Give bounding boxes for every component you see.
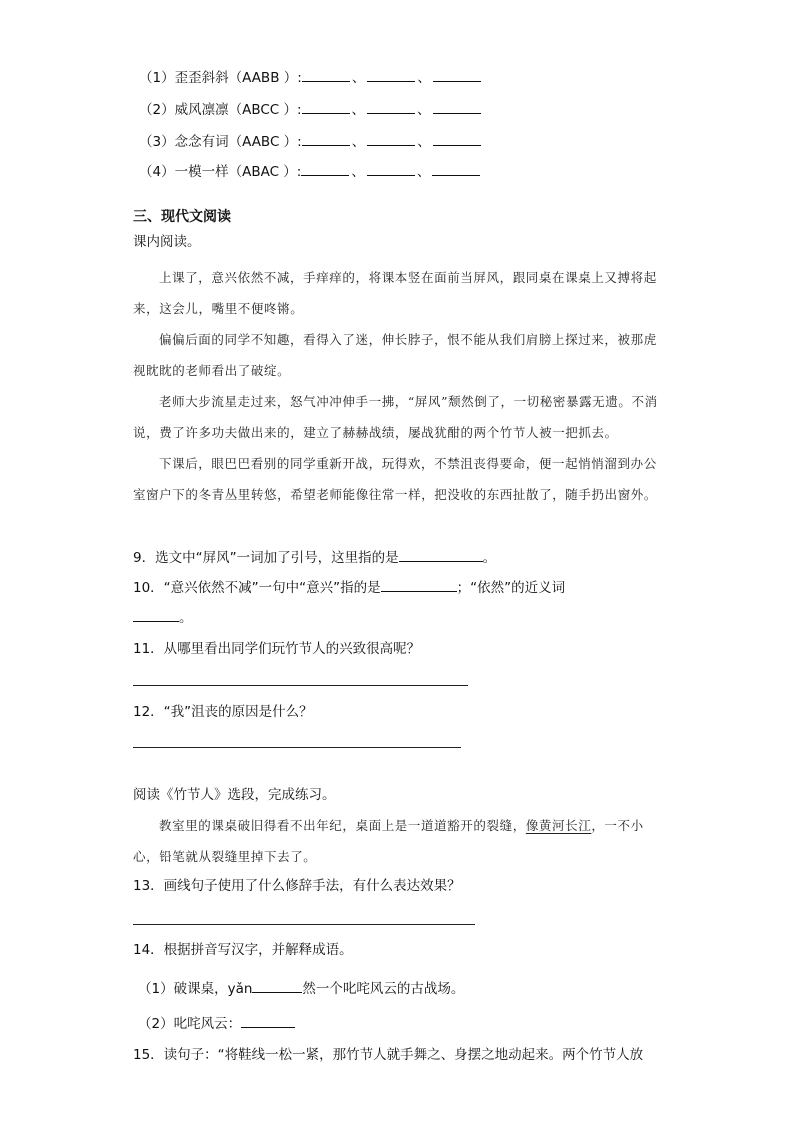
answer-blank[interactable]	[302, 131, 350, 146]
fill-item: （1）歪歪斜斜（AABB ）: 、 、	[139, 67, 481, 88]
underlined-sentence: 像黄河长江	[525, 818, 592, 833]
passage-paragraph: 下课后，眼巴巴看别的同学重新开战，玩得欢，不禁沮丧得要命，便一起悄悄溜到办公室窗户下的冬青丛里转悠，希望老师能像往常一样，把没收的东西扯散了，随手扔出窗外。	[133, 456, 658, 502]
answer-blank[interactable]	[367, 67, 415, 82]
answer-blank[interactable]	[367, 131, 415, 146]
fill-item-label: （3）念念有词（AABC ）:	[139, 134, 302, 150]
answer-blank[interactable]	[302, 99, 350, 114]
answer-blank[interactable]	[433, 99, 481, 114]
question-14-2: （2）叱咤风云：	[138, 1013, 295, 1034]
question-14: 14．根据拼音写汉字，并解释成语。	[133, 942, 353, 958]
fill-item-label: （4）一模一样（ABAC ）:	[139, 164, 302, 180]
question-10-continued: 。	[133, 607, 193, 628]
section-title: 三、现代文阅读	[133, 209, 231, 225]
question-13: 13．画线句子使用了什么修辞手法，有什么表达效果？	[133, 878, 461, 894]
fill-item: （3）念念有词（AABC ）: 、 、	[139, 131, 481, 152]
answer-blank[interactable]	[301, 161, 349, 176]
passage-paragraph: 上课了，意兴依然不减，手痒痒的，将课本竖在面前当屏风，跟同桌在课桌上又搏将起来，这会儿，嘴里不便咚锵。	[133, 270, 657, 316]
fill-item-label: （2）威风凛凛（ABCC ）:	[139, 102, 302, 118]
reading-passage	[133, 262, 665, 510]
passage-paragraph: 老师大步流星走过来，怒气冲冲伸手一拂，“屏风”颓然倒了，一切秘密暴露无遗。不消说，费了许多功夫做出来的，建立了赫赫战绩，屡战犹酣的两个竹节人被一把抓去。	[133, 394, 658, 440]
answer-blank[interactable]	[433, 67, 481, 82]
answer-blank[interactable]	[367, 161, 415, 176]
question-10: 10．“意兴依然不减”一句中“意兴”指的是 ；“依然”的近义词	[133, 577, 565, 598]
answer-blank[interactable]	[133, 607, 179, 622]
answer-line[interactable]	[133, 924, 475, 925]
fill-item: （4）一模一样（ABAC ）: 、 、	[139, 161, 480, 182]
reading-intro: 课内阅读。	[133, 234, 201, 250]
answer-blank[interactable]	[367, 99, 415, 114]
answer-line[interactable]	[133, 747, 461, 748]
answer-line[interactable]	[133, 685, 468, 686]
question-12: 12．“我”沮丧的原因是什么？	[133, 704, 313, 720]
fill-item: （2）威风凛凛（ABCC ）: 、 、	[139, 99, 481, 120]
question-9: 9．选文中“屏风”一词加了引号，这里指的是 。	[133, 547, 496, 568]
passage-paragraph: 偏偏后面的同学不知趣，看得入了迷，伸长脖子，恨不能从我们肩膀上探过来，被那虎视眈眈的老师看出了破绽。	[133, 332, 657, 378]
question-15: 15．读句子：“将鞋线一松一紧，那竹节人就手舞之、身摆之地动起来。两个竹节人放	[133, 1047, 644, 1063]
question-14-1: （1）破课桌，yǎn 然一个叱咤风云的古战场。	[138, 978, 464, 999]
answer-blank[interactable]	[381, 577, 457, 592]
answer-blank[interactable]	[399, 547, 483, 562]
answer-blank[interactable]	[432, 161, 480, 176]
answer-blank[interactable]	[241, 1013, 295, 1028]
reading-intro: 阅读《竹节人》选段，完成练习。	[133, 787, 336, 803]
question-11: 11．从哪里看出同学们玩竹节人的兴致很高呢？	[133, 641, 421, 657]
answer-blank[interactable]	[302, 67, 350, 82]
answer-blank[interactable]	[433, 131, 481, 146]
reading-passage: 教室里的课桌破旧得看不出年纪，桌面上是一道道豁开的裂缝，像黄河长江，一不小心，铅笔就从裂缝里掉下去了。	[133, 818, 644, 864]
answer-blank[interactable]	[252, 978, 302, 993]
fill-item-label: （1）歪歪斜斜（AABB ）:	[139, 70, 302, 86]
